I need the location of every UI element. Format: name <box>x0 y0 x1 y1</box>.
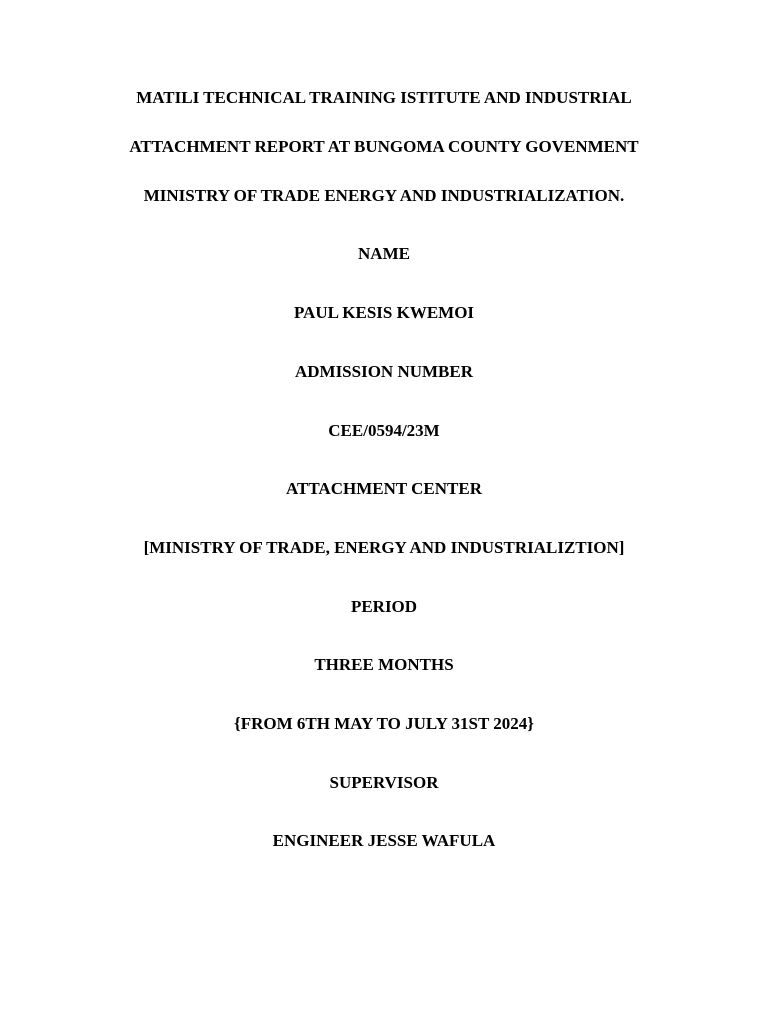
period-value: THREE MONTHS <box>314 655 454 674</box>
attachment-center-label: ATTACHMENT CENTER <box>286 479 482 498</box>
title-line-3: MINISTRY OF TRADE ENERGY AND INDUSTRIALIZATION. <box>143 186 625 205</box>
admission-value: CEE/0594/23M <box>328 421 440 440</box>
admission-label: ADMISSION NUMBER <box>294 362 474 381</box>
supervisor-value: ENGINEER JESSE WAFULA <box>272 831 496 850</box>
name-label: NAME <box>358 244 410 263</box>
supervisor-label: SUPERVISOR <box>329 773 439 792</box>
period-range: {FROM 6TH MAY TO JULY 31ST 2024} <box>234 714 534 733</box>
period-label: PERIOD <box>350 597 418 616</box>
attachment-center-value: [MINISTRY OF TRADE, ENERGY AND INDUSTRIALIZTION] <box>143 538 625 557</box>
title-line-2: ATTACHMENT REPORT AT BUNGOMA COUNTY GOVENMENT <box>129 137 639 156</box>
title-line-1: MATILI TECHNICAL TRAINING ISTITUTE AND INDUSTRIAL <box>136 88 632 107</box>
name-value: PAUL KESIS KWEMOI <box>293 303 475 322</box>
